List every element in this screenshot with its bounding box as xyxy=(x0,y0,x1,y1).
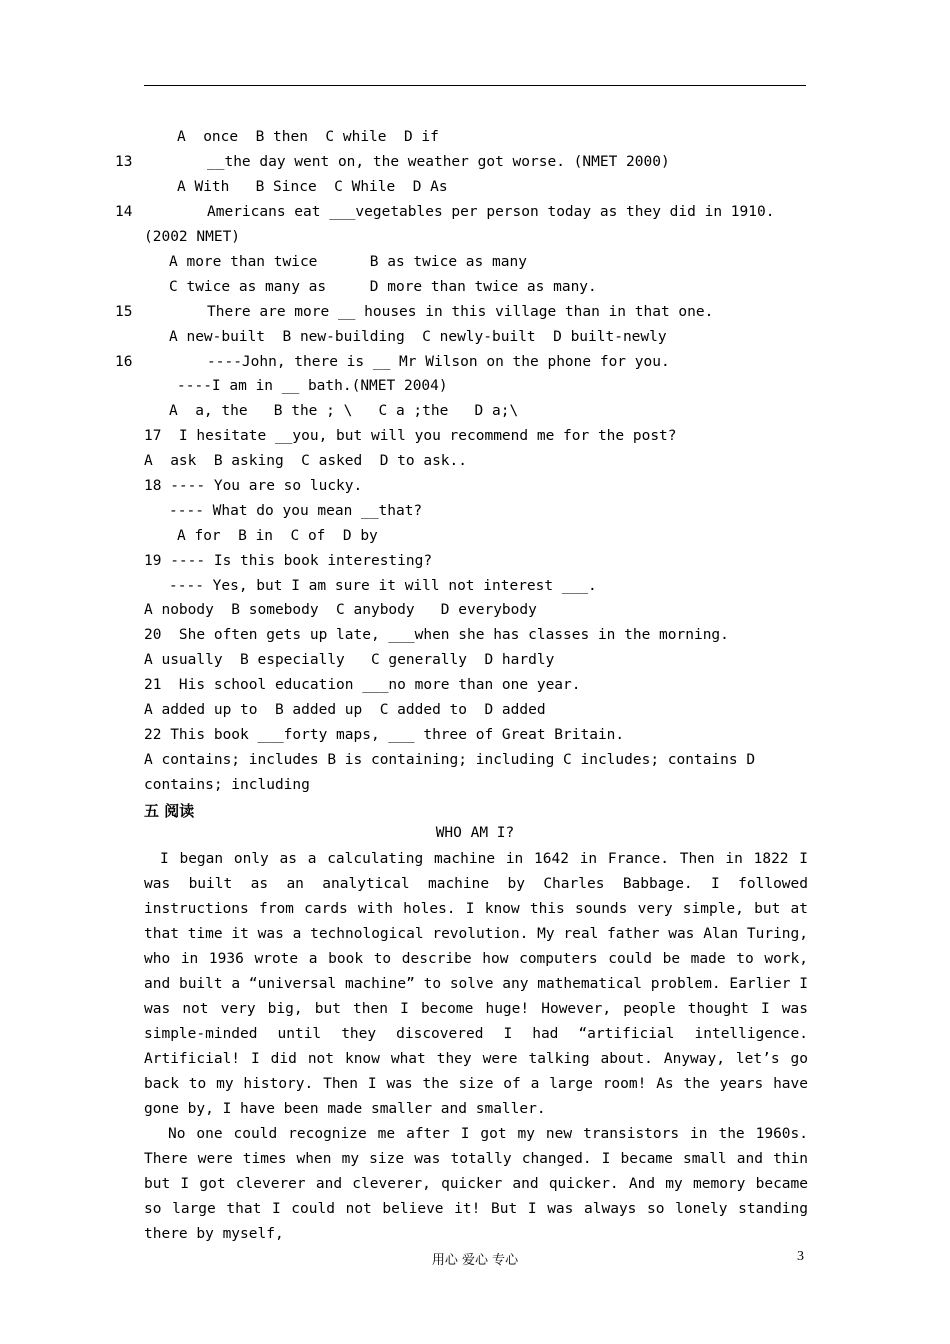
reading-paragraph-2: No one could recognize me after I got my new transistors in the 1960s. There were times when my size was totally changed. I became small and thin but I got cleverer and cleverer, quicker and quicker. And my memory became so large that I could not believe it! But I was always so lonely standing there by myself, xyxy=(144,1126,808,1242)
question-14-options-ab: A more than twice B as twice as many xyxy=(169,254,527,270)
reading-title: WHO AM I? xyxy=(435,825,515,841)
question-16-text: ----John, there is __ Mr Wilson on the phone for you. xyxy=(207,354,670,370)
question-17-options: A ask B asking C asked D to ask.. xyxy=(144,453,468,469)
question-21-text: 21 His school education ___no more than one year. xyxy=(144,677,581,693)
question-number-16: 16 xyxy=(115,354,133,370)
question-22-options: A contains; includes B is containing; including C includes; contains D xyxy=(144,752,756,768)
question-19-text: 19 ---- Is this book interesting? xyxy=(144,553,433,569)
page-footer: 用心 爱心 专心 xyxy=(431,1253,519,1268)
question-18-reply: ---- What do you mean __that? xyxy=(169,503,423,519)
question-15-text: There are more __ houses in this village than in that one. xyxy=(207,304,714,320)
question-16-options: A a, the B the ; \ C a ;the D a;\ xyxy=(169,403,519,419)
question-22-text: 22 This book ___forty maps, ___ three of Great Britain. xyxy=(144,727,625,743)
page-number: 3 xyxy=(797,1249,804,1264)
question-number-13: 13 xyxy=(115,154,133,170)
question-14-text: Americans eat ___vegetables per person today as they did in 1910. xyxy=(207,204,775,220)
header-rule xyxy=(144,85,806,86)
question-19-reply: ---- Yes, but I am sure it will not interest ___. xyxy=(169,578,597,594)
question-19-options: A nobody B somebody C anybody D everybody xyxy=(144,602,537,618)
question-14-source: (2002 NMET) xyxy=(144,229,241,245)
question-number-14: 14 xyxy=(115,204,133,220)
question-16-reply: ----I am in __ bath.(NMET 2004) xyxy=(177,378,448,394)
question-20-text: 20 She often gets up late, ___when she has classes in the morning. xyxy=(144,627,729,643)
question-17-text: 17 I hesitate __you, but will you recommend me for the post? xyxy=(144,428,677,444)
question-number-15: 15 xyxy=(115,304,133,320)
question-21-options: A added up to B added up C added to D added xyxy=(144,702,546,718)
question-22-options-cont: contains; including xyxy=(144,777,310,793)
question-15-options: A new-built B new-building C newly-built D built-newly xyxy=(169,329,667,345)
question-18-options: A for B in C of D by xyxy=(177,528,378,544)
question-13-text: __the day went on, the weather got worse. (NMET 2000) xyxy=(207,154,670,170)
exercise-12-options: A once B then C while D if xyxy=(177,129,439,145)
question-20-options: A usually B especially C generally D hardly xyxy=(144,652,555,668)
question-13-options: A With B Since C While D As xyxy=(177,179,448,195)
question-14-options-cd: C twice as many as D more than twice as many. xyxy=(169,279,597,295)
reading-paragraph-1: I began only as a calculating machine in 1642 in France. Then in 1822 I was built as an analytical machine by Charles Babbage. I followed instructions from cards with holes. I know this sounds very simple, but at that time it was a technological revolution. My real father was Alan Turing, who in 1936 wrote a book to describe how computers could be made to work, and built a “universal machine” to solve any mathematical problem. Earlier I was not very big, but then I become huge! However, people thought I was simple-minded until they discovered I had “artificial intelligence. Artificial! I did not know what they were talking about. Anyway, let’s go back to my history. Then I was the size of a large room! As the years have gone by, I have been made smaller and smaller. xyxy=(144,851,808,1117)
section-heading: 五 阅读 xyxy=(144,802,195,820)
question-18-text: 18 ---- You are so lucky. xyxy=(144,478,363,494)
